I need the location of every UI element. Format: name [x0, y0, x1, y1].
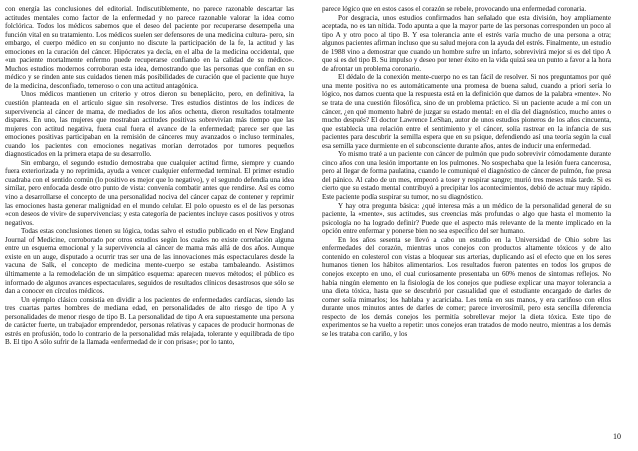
paragraph: Un ejemplo clásico consistía en dividir a los pacientes de enfermedades cardíacas, siendo las tres cuartas partes hombres de mediana edad, en personalidades de alto riesgo de tipo A y personalidades de menor riesgo de tipo B. La personalidad de tipo A era supuestamente una persona de carácter fuerte, un trabajador emprendedor, personas relativas y capaces de producir hormonas de estrés en profusión, todo lo contrario de la personalidad más relajada, tolerante y equilibrada de tipo B. El tipo A sólo sufrir de la llamada «enfermedad de ir con prisas»; por lo tanto, — [5, 295, 294, 347]
paragraph: El dédalo de la conexión mente-cuerpo no es tan fácil de resolver. Si nos preguntamos por qué una mente positiva no es automáticamente una promesa de buena salud, cuando a priori sería lo lógico, nos damos cuenta que la respuesta está en la definición que damos de la palabra «mente». No se trata de una cuestión filosófica, sino de un problema práctico. Si un paciente acude a mí con un cáncer, ¿en qué momento habré de juzgar su estado mental: en el día del diagnóstico, mucho antes o mucho después? El doctor Lawrence LeShan, autor de unos estudios pioneros de los años cincuenta, que establecía una relación entre el sentimiento y el cáncer, solía rastrear en la infancia de sus pacientes para descubrir la semilla espera que en su psique, defendiendo así una teoría según la cual esa semilla yace durmiente en el subconsciente durante años, antes de inducir una enfermedad. — [322, 73, 611, 150]
paragraph: Por desgracia, unos estudios confirmados han señalado que esta división, hoy ampliamente aceptada, no es tan nítida. Todo apunta a que la mayor parte de las personas corresponden un poco al tipo A y otro poco al tipo B. Y esa tolerancia ante el estrés varía mucho de una persona a otra; algunos pacientes afirman incluso que su salud mejora con la ayuda del estrés. Finalmente, un estudio de 1988 vino a demostrar que cuando un hombre sufre un infarto, sobrevivirá mejor si es del tipo A que si es del tipo B. Su impulso y deseo por tener éxito en la vida quizá sea un punto a favor a la hora de afrontar un problema coronario. — [322, 13, 611, 73]
right-text-column — [322, 5, 611, 338]
paragraph: En los años sesenta se llevó a cabo un estudio en la Universidad de Ohio sobre las enfermedades del corazón, mientras unos conejos con productos altamente tóxicos y de alto contenido en colesterol con vistas a bloquear sus arterias, duplicando así el efecto que en los seres humanos tienen los hábitos alimentarios. Los resultados fueron patentes en todos los grupos de conejos excepto en uno, el cual curiosamente presentaba un 60% menos de síntomas reflejos. No había ningún elemento en la fisiología de los conejos que pudiese explicar una mayor tolerancia a una dieta tóxica, hasta que se descubrió por casualidad que el estudiante encargado de darles de comer solía mimarlos; los hablaba y acariciaba. Les tenía en sus manos, y era cariñoso con ellos durante unos minutos antes de darles de comer; parece inverosímil, pero esta sencilla diferencia respecto de los demás conejos les permitía sobrellevar mejor la dieta tóxica. Este tipo de experimentos se ha vuelto a repetir: unos conejos eran tratados de modo neutro, mientras a los demás se les trataba con cariño, y los — [322, 235, 611, 338]
paragraph: Todas estas conclusiones tienen su lógica, todas salvo el estudio publicado en el New England Journal of Medicine, corroborado por otros estudios según los cuales no existe correlación alguna entre un esquema emocional y la supervivencia al cáncer de mama más allá de dos años. Aunque existe en un auge, disputado a ocurrir tras ser una de las innovaciones más espectaculares desde la vacuna de Salk, el concepto de medicina mente-cuerpo se estaba tambaleando. Asistimos últimamente a la remodelación de un simpático esquema: aparecen nuevos métodos; el público es informado de algunos avances espectaculares, seguidos de resultados clínicos desastrosos que sólo se dan a conocer en círculos médicos. — [5, 227, 294, 296]
paragraph: parece lógico que en estos casos el corazón se rebele, provocando una enfermedad coronaria. — [322, 5, 587, 13]
paragraph: Yo mismo traté a un paciente con cáncer de pulmón que pudo sobrevivir cómodamente durante cinco años con una lesión importante en los pulmones. No sospechaba que la lesión fuera cancerosa, pero al llegar de forma paulatina, cuando le comuniqué el diagnóstico de cáncer de pulmón, fue presa del pánico. Al cabo de un mes, empeoró a toser y respirar sangre; murió tres meses más tarde. Si es cierto que su estado mental contribuyó a precipitar los acontecimientos, debió de actuar muy rápido. Este paciente podía suspirar su tumor, no su diagnóstico. — [322, 150, 611, 202]
paragraph: Sin embargo, el segundo estudio demostraba que cualquier actitud firme, siempre y cuando fuera exteriorizada y no reprimida, ayuda a vencer cualquier enfermedad terminal. El primer estudio cuadraba con el sentido común (lo positivo es mejor que lo negativo), y el segundo defendía una idea similar, pero enfocada desde otro punto de vista: convenía combatir antes que rendirse. Así es como vino a desarrollarse el concepto de una personalidad nociva del cáncer capaz de contener y reprimir las emociones hasta generar malignidad en el mundo celular. El polo opuesto es el de las personas «con deseos de vivir» de supervivencias; y esta categoría de pacientes incluye casos positivos y otros negativos. — [5, 158, 294, 227]
paragraph: Y hay otra pregunta básica: ¿qué interesa más a un médico de la personalidad general de su paciente, la «mente», sus actitudes, sus creencias más profundas o algo que hasta el momento la psicología no ha logrado definir? Puede que el aspecto más relevante de la mente implicado en la opción entre enfermar y ponerse bien no sea específico del ser humano. — [322, 201, 611, 236]
left-text-column — [5, 5, 294, 347]
paragraph: con energía las conclusiones del editorial. Indiscutiblemente, no parece razonable descartar las actitudes mentales como factor de la enfermedad y no parece razonable valorar la idea como folclórica. Todos los médicos sabemos que el deseo del paciente por recuperarse desempeña una función vital en su tratamiento. Los médicos suelen ser defensores de una medicina cultura- pero, sin embargo, el cuerpo médico en su conjunto no discute la participación de la fe, la actitud y las emociones en la curación del cáncer. Hipócrates ya decía, en el alba de la medicina occidental, que «un paciente mortalmente enfermo puede recuperarse confiando en la calidad de su médico». Muchos estudios modernos corroboran esta idea, demostrando que las personas que confían en su médico y se rinden ante sus cuidados tienen más posibilidades de curación que el paciente que huye de la medicina, desconfiado, temeroso o con una actitud antagónica. — [5, 5, 294, 90]
page-number: 10 — [613, 432, 621, 441]
paragraph: Unos médicos mantienen un criterio y otros dieron su beneplácito, pero, en definitiva, la cuestión planteada en el artículo sigue sin resolverse. Tres estudios distintos de los índices de supervivencia al cáncer de mama, de mediados de los años ochenta, dieron resultados totalmente dispares. En uno, las mujeres que mostraban actitudes positivas sobrevivían más tiempo que las mujeres con actitud negativa, fuera cual fuera el avance de la enfermedad; parece ser que las emociones positivas participaban en la remisión de cánceres muy avanzados o incluso terminales, cuando los pacientes con emociones negativas morían derrotados por tumores pequeños diagnosticados en la primera etapa de su desarrollo. — [5, 90, 294, 159]
